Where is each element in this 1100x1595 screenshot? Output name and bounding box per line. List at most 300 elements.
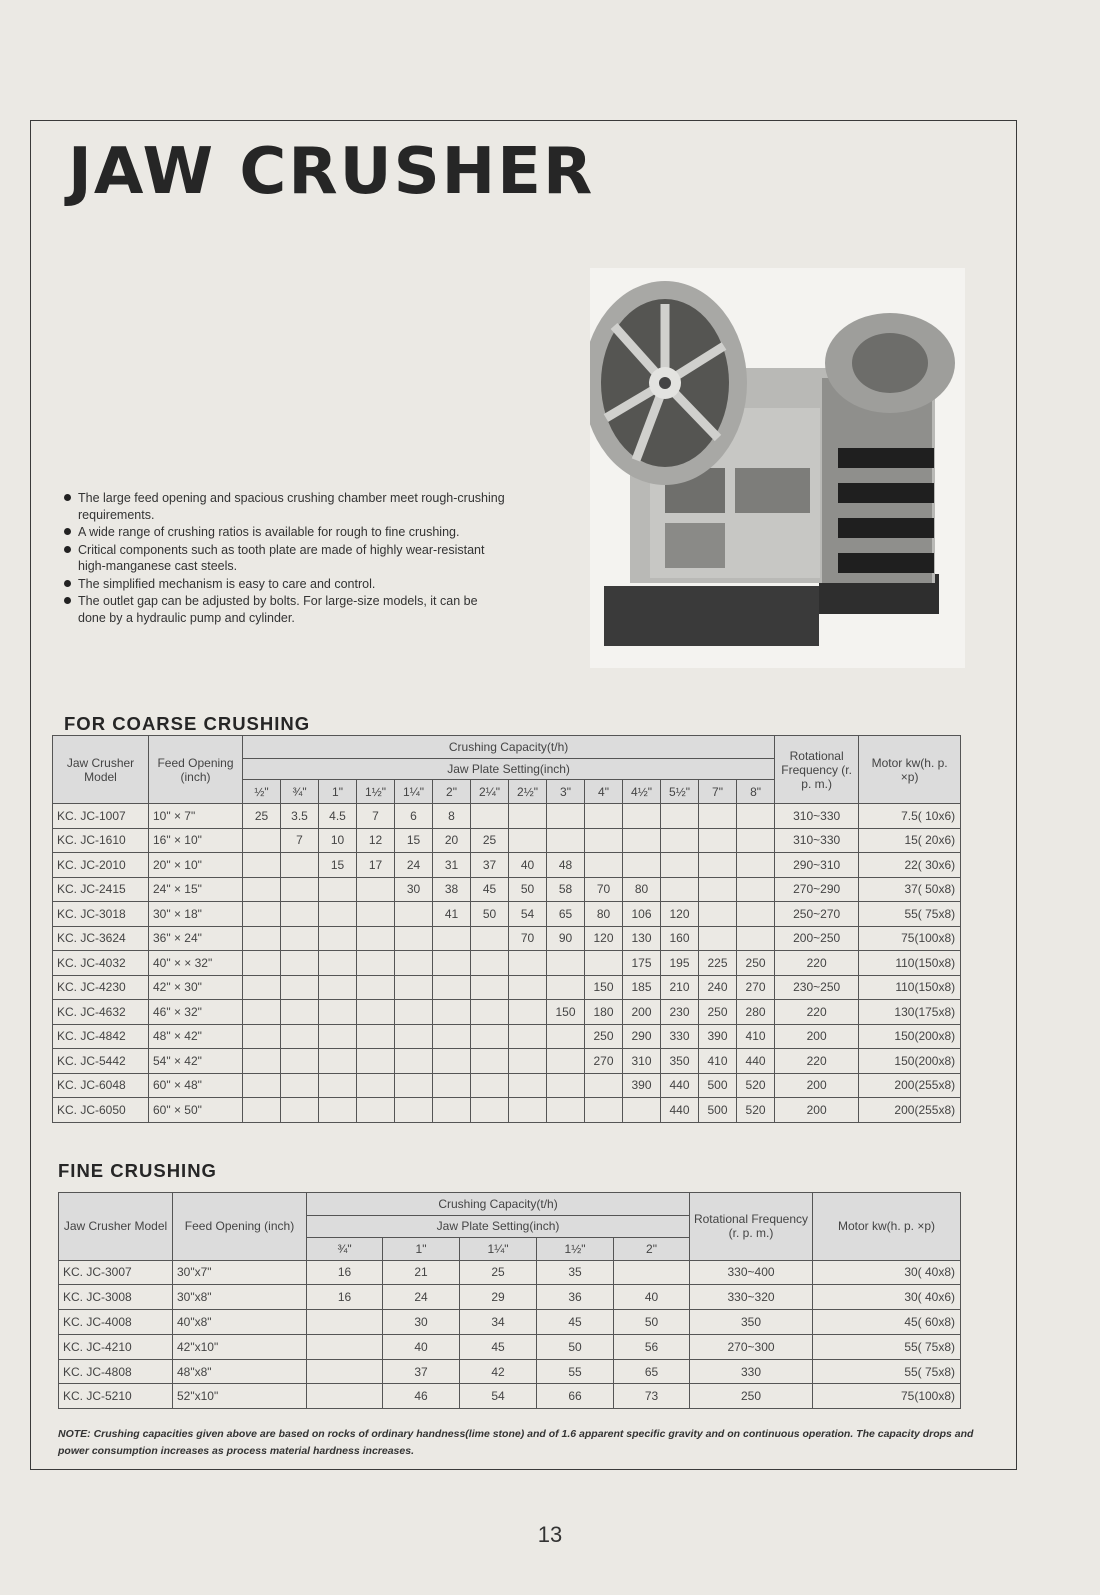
feed-opening-cell: 40"x8" xyxy=(173,1310,307,1335)
capacity-cell: 45 xyxy=(537,1310,614,1335)
bullet-icon xyxy=(64,546,71,553)
capacity-cell: 200 xyxy=(623,1000,661,1025)
capacity-cell xyxy=(357,902,395,927)
frequency-cell: 200 xyxy=(775,1073,859,1098)
setting-column-header: 1¼" xyxy=(395,780,433,804)
table-row xyxy=(53,1024,961,1049)
feed-opening-cell: 30"x7" xyxy=(173,1260,307,1285)
capacity-cell xyxy=(547,975,585,1000)
setting-column-header: 3" xyxy=(547,780,585,804)
model-cell: KC. JC-4842 xyxy=(53,1024,149,1049)
capacity-cell xyxy=(243,902,281,927)
capacity-cell xyxy=(357,1098,395,1123)
capacity-cell xyxy=(547,951,585,976)
capacity-cell xyxy=(243,951,281,976)
motor-cell: 200(255x8) xyxy=(859,1073,961,1098)
setting-header: Jaw Plate Setting(inch) xyxy=(243,759,775,780)
capacity-cell xyxy=(395,1049,433,1074)
setting-column-header: 1½" xyxy=(357,780,395,804)
capacity-cell: 54 xyxy=(509,902,547,927)
capacity-cell: 185 xyxy=(623,975,661,1000)
capacity-cell xyxy=(243,975,281,1000)
capacity-cell: 8 xyxy=(433,804,471,829)
capacity-cell: 54 xyxy=(460,1384,537,1409)
bullet-icon xyxy=(64,580,71,587)
table-row xyxy=(53,1073,961,1098)
capacity-cell xyxy=(281,1098,319,1123)
model-cell: KC. JC-4808 xyxy=(59,1359,173,1384)
capacity-cell xyxy=(699,877,737,902)
capacity-cell xyxy=(281,902,319,927)
table-row xyxy=(59,1359,961,1384)
capacity-cell xyxy=(281,1024,319,1049)
capacity-cell xyxy=(623,828,661,853)
page-title: JAW CRUSHER xyxy=(68,135,595,209)
feed-opening-cell: 60" × 50" xyxy=(149,1098,243,1123)
capacity-cell xyxy=(243,1000,281,1025)
capacity-cell xyxy=(509,1073,547,1098)
capacity-cell xyxy=(433,1098,471,1123)
feed-opening-header: Feed Opening (inch) xyxy=(173,1193,307,1261)
feed-opening-cell: 40" × × 32" xyxy=(149,951,243,976)
capacity-cell: 230 xyxy=(661,1000,699,1025)
table-row xyxy=(53,1049,961,1074)
capacity-cell xyxy=(281,975,319,1000)
frequency-cell: 220 xyxy=(775,1000,859,1025)
capacity-cell: 36 xyxy=(537,1285,614,1310)
capacity-cell: 7 xyxy=(357,804,395,829)
capacity-cell: 46 xyxy=(383,1384,460,1409)
capacity-cell xyxy=(281,1073,319,1098)
capacity-cell xyxy=(307,1359,383,1384)
jaw-crusher-photo xyxy=(590,268,965,668)
capacity-cell: 250 xyxy=(585,1024,623,1049)
model-cell: KC. JC-4008 xyxy=(59,1310,173,1335)
table-row xyxy=(53,1098,961,1123)
capacity-cell xyxy=(243,1073,281,1098)
motor-cell: 75(100x8) xyxy=(859,926,961,951)
capacity-cell xyxy=(509,975,547,1000)
capacity-cell: 50 xyxy=(509,877,547,902)
capacity-cell xyxy=(357,926,395,951)
feed-opening-cell: 52"x10" xyxy=(173,1384,307,1409)
motor-cell: 150(200x8) xyxy=(859,1049,961,1074)
capacity-cell xyxy=(699,828,737,853)
table-row xyxy=(59,1285,961,1310)
capacity-cell: 90 xyxy=(547,926,585,951)
capacity-cell: 56 xyxy=(614,1334,690,1359)
capacity-cell xyxy=(243,828,281,853)
motor-cell: 200(255x8) xyxy=(859,1098,961,1123)
capacity-cell: 45 xyxy=(471,877,509,902)
capacity-cell: 73 xyxy=(614,1384,690,1409)
capacity-cell xyxy=(509,804,547,829)
capacity-cell xyxy=(661,828,699,853)
frequency-header: Rotational Frequency (r. p. m.) xyxy=(775,736,859,804)
setting-column-header: 5½" xyxy=(661,780,699,804)
capacity-cell: 25 xyxy=(243,804,281,829)
capacity-cell xyxy=(395,975,433,1000)
capacity-cell: 390 xyxy=(623,1073,661,1098)
capacity-cell xyxy=(471,1049,509,1074)
capacity-cell: 500 xyxy=(699,1098,737,1123)
frequency-cell: 250~270 xyxy=(775,902,859,927)
model-cell: KC. JC-1610 xyxy=(53,828,149,853)
capacity-cell xyxy=(357,1049,395,1074)
capacity-cell: 15 xyxy=(395,828,433,853)
motor-cell: 45( 60x8) xyxy=(813,1310,961,1335)
feature-list xyxy=(62,490,507,627)
motor-cell: 150(200x8) xyxy=(859,1024,961,1049)
model-cell: KC. JC-5210 xyxy=(59,1384,173,1409)
table-row xyxy=(53,1000,961,1025)
capacity-cell: 160 xyxy=(661,926,699,951)
capacity-header: Crushing Capacity(t/h) xyxy=(243,736,775,759)
frequency-cell: 250 xyxy=(690,1384,813,1409)
feature-item: The simplified mechanism is easy to care and control. xyxy=(62,576,507,593)
capacity-cell xyxy=(433,975,471,1000)
bullet-icon xyxy=(64,597,71,604)
footnote: NOTE: Crushing capacities given above are based on rocks of ordinary handness(lime stone) and of 1.6 apparent specific gravity and on continuous operation. The capacity drops and power consumption increases as process material hardness increases. xyxy=(58,1428,974,1457)
motor-cell: 110(150x8) xyxy=(859,975,961,1000)
capacity-cell xyxy=(357,1073,395,1098)
model-cell: KC. JC-4032 xyxy=(53,951,149,976)
capacity-cell: 15 xyxy=(319,853,357,878)
motor-cell: 30( 40x6) xyxy=(813,1285,961,1310)
coarse-crushing-heading: FOR COARSE CRUSHING xyxy=(64,713,311,734)
setting-header: Jaw Plate Setting(inch) xyxy=(307,1215,690,1238)
capacity-cell xyxy=(357,951,395,976)
capacity-cell xyxy=(243,926,281,951)
feed-opening-cell: 24" × 15" xyxy=(149,877,243,902)
capacity-cell xyxy=(471,926,509,951)
setting-column-header: 1¼" xyxy=(460,1238,537,1261)
table-row xyxy=(53,853,961,878)
capacity-cell: 80 xyxy=(585,902,623,927)
capacity-cell: 4.5 xyxy=(319,804,357,829)
capacity-cell: 24 xyxy=(395,853,433,878)
capacity-cell: 195 xyxy=(661,951,699,976)
bullet-icon xyxy=(64,528,71,535)
capacity-cell: 175 xyxy=(623,951,661,976)
table-row xyxy=(59,1334,961,1359)
capacity-cell: 25 xyxy=(471,828,509,853)
feed-opening-cell: 48" × 42" xyxy=(149,1024,243,1049)
capacity-cell: 17 xyxy=(357,853,395,878)
table-row xyxy=(53,804,961,829)
capacity-cell: 34 xyxy=(460,1310,537,1335)
capacity-cell: 225 xyxy=(699,951,737,976)
capacity-cell xyxy=(547,1049,585,1074)
capacity-cell xyxy=(623,853,661,878)
capacity-cell: 55 xyxy=(537,1359,614,1384)
capacity-cell: 270 xyxy=(585,1049,623,1074)
capacity-cell: 31 xyxy=(433,853,471,878)
capacity-cell: 35 xyxy=(537,1260,614,1285)
frequency-cell: 200 xyxy=(775,1098,859,1123)
capacity-cell xyxy=(471,951,509,976)
capacity-cell xyxy=(509,951,547,976)
model-cell: KC. JC-3018 xyxy=(53,902,149,927)
motor-cell: 7.5( 10x6) xyxy=(859,804,961,829)
capacity-cell: 440 xyxy=(661,1098,699,1123)
feed-opening-cell: 46" × 32" xyxy=(149,1000,243,1025)
capacity-cell: 37 xyxy=(471,853,509,878)
capacity-cell xyxy=(395,1073,433,1098)
capacity-cell xyxy=(307,1334,383,1359)
motor-cell: 130(175x8) xyxy=(859,1000,961,1025)
feature-item: A wide range of crushing ratios is available for rough to fine crushing. xyxy=(62,524,507,541)
motor-header: Motor kw(h. p. ×p) xyxy=(813,1193,961,1261)
motor-cell: 55( 75x8) xyxy=(813,1334,961,1359)
capacity-cell xyxy=(547,1024,585,1049)
frequency-cell: 330~320 xyxy=(690,1285,813,1310)
capacity-cell: 440 xyxy=(661,1073,699,1098)
capacity-cell xyxy=(737,853,775,878)
capacity-cell: 250 xyxy=(737,951,775,976)
capacity-cell xyxy=(357,877,395,902)
feed-opening-cell: 30" × 18" xyxy=(149,902,243,927)
capacity-cell: 180 xyxy=(585,1000,623,1025)
capacity-cell xyxy=(433,1024,471,1049)
capacity-cell: 25 xyxy=(460,1260,537,1285)
model-cell: KC. JC-1007 xyxy=(53,804,149,829)
capacity-cell: 50 xyxy=(471,902,509,927)
coarse-crushing-table xyxy=(52,735,961,1123)
feature-item: Critical components such as tooth plate are made of highly wear-resistant high-manganese cast steels. xyxy=(62,542,507,575)
table-row xyxy=(53,926,961,951)
capacity-cell xyxy=(319,951,357,976)
capacity-cell: 42 xyxy=(460,1359,537,1384)
capacity-cell: 16 xyxy=(307,1285,383,1310)
model-cell: KC. JC-4210 xyxy=(59,1334,173,1359)
capacity-cell xyxy=(471,975,509,1000)
setting-column-header: 2¼" xyxy=(471,780,509,804)
bullet-icon xyxy=(64,494,71,501)
setting-column-header: ¾" xyxy=(307,1238,383,1261)
capacity-cell xyxy=(585,853,623,878)
setting-column-header: 4½" xyxy=(623,780,661,804)
capacity-cell: 410 xyxy=(699,1049,737,1074)
setting-column-header: 1" xyxy=(319,780,357,804)
capacity-cell xyxy=(281,1049,319,1074)
capacity-cell: 120 xyxy=(585,926,623,951)
capacity-cell xyxy=(319,1000,357,1025)
frequency-cell: 220 xyxy=(775,951,859,976)
feed-opening-cell: 54" × 42" xyxy=(149,1049,243,1074)
motor-cell: 30( 40x8) xyxy=(813,1260,961,1285)
capacity-cell xyxy=(509,1049,547,1074)
capacity-cell xyxy=(471,1000,509,1025)
capacity-cell: 40 xyxy=(383,1334,460,1359)
capacity-cell xyxy=(395,1000,433,1025)
motor-header: Motor kw(h. p. ×p) xyxy=(859,736,961,804)
capacity-cell: 12 xyxy=(357,828,395,853)
feed-opening-cell: 42" × 30" xyxy=(149,975,243,1000)
capacity-cell xyxy=(243,1024,281,1049)
feed-opening-header: Feed Opening (inch) xyxy=(149,736,243,804)
frequency-cell: 330 xyxy=(690,1359,813,1384)
capacity-cell: 70 xyxy=(509,926,547,951)
frequency-cell: 270~300 xyxy=(690,1334,813,1359)
capacity-cell: 41 xyxy=(433,902,471,927)
model-cell: KC. JC-6048 xyxy=(53,1073,149,1098)
capacity-cell xyxy=(509,1024,547,1049)
capacity-cell xyxy=(585,804,623,829)
model-cell: KC. JC-3008 xyxy=(59,1285,173,1310)
frequency-cell: 220 xyxy=(775,1049,859,1074)
capacity-cell xyxy=(357,975,395,1000)
setting-column-header: 7" xyxy=(699,780,737,804)
setting-column-header: 4" xyxy=(585,780,623,804)
capacity-cell: 16 xyxy=(307,1260,383,1285)
capacity-cell xyxy=(585,1098,623,1123)
capacity-cell: 24 xyxy=(383,1285,460,1310)
model-cell: KC. JC-2415 xyxy=(53,877,149,902)
capacity-cell: 37 xyxy=(383,1359,460,1384)
capacity-cell: 20 xyxy=(433,828,471,853)
capacity-cell: 150 xyxy=(547,1000,585,1025)
feed-opening-cell: 60" × 48" xyxy=(149,1073,243,1098)
capacity-cell: 106 xyxy=(623,902,661,927)
motor-cell: 110(150x8) xyxy=(859,951,961,976)
capacity-cell: 66 xyxy=(537,1384,614,1409)
capacity-cell xyxy=(243,1049,281,1074)
feature-item: The outlet gap can be adjusted by bolts. For large-size models, it can be done by a hydraulic pump and cylinder. xyxy=(62,593,507,626)
frequency-header: Rotational Frequency (r. p. m.) xyxy=(690,1193,813,1261)
capacity-cell: 440 xyxy=(737,1049,775,1074)
setting-column-header: 2" xyxy=(433,780,471,804)
capacity-cell xyxy=(699,926,737,951)
frequency-cell: 200~250 xyxy=(775,926,859,951)
motor-cell: 15( 20x6) xyxy=(859,828,961,853)
capacity-cell xyxy=(509,828,547,853)
capacity-cell xyxy=(471,1098,509,1123)
model-cell: KC. JC-2010 xyxy=(53,853,149,878)
capacity-cell xyxy=(471,1024,509,1049)
setting-column-header: ½" xyxy=(243,780,281,804)
capacity-cell xyxy=(585,1073,623,1098)
capacity-cell: 250 xyxy=(699,1000,737,1025)
capacity-cell xyxy=(547,1073,585,1098)
capacity-cell xyxy=(623,804,661,829)
capacity-cell xyxy=(661,804,699,829)
capacity-cell: 7 xyxy=(281,828,319,853)
motor-cell: 22( 30x6) xyxy=(859,853,961,878)
capacity-cell: 520 xyxy=(737,1073,775,1098)
capacity-cell: 65 xyxy=(547,902,585,927)
model-header: Jaw Crusher Model xyxy=(59,1193,173,1261)
feature-item: The large feed opening and spacious crushing chamber meet rough-crushing requirements. xyxy=(62,490,507,523)
frequency-cell: 310~330 xyxy=(775,828,859,853)
setting-column-header: ¾" xyxy=(281,780,319,804)
capacity-cell xyxy=(319,1098,357,1123)
capacity-cell xyxy=(281,877,319,902)
capacity-cell xyxy=(307,1384,383,1409)
motor-cell: 37( 50x8) xyxy=(859,877,961,902)
capacity-cell: 350 xyxy=(661,1049,699,1074)
capacity-cell xyxy=(357,1024,395,1049)
capacity-cell: 500 xyxy=(699,1073,737,1098)
capacity-cell xyxy=(319,975,357,1000)
model-cell: KC. JC-3007 xyxy=(59,1260,173,1285)
page-number: 13 xyxy=(537,1522,563,1547)
model-header: Jaw Crusher Model xyxy=(53,736,149,804)
capacity-cell xyxy=(661,853,699,878)
capacity-header: Crushing Capacity(t/h) xyxy=(307,1193,690,1216)
capacity-cell xyxy=(614,1260,690,1285)
motor-cell: 55( 75x8) xyxy=(813,1359,961,1384)
table-row xyxy=(53,902,961,927)
capacity-cell xyxy=(433,926,471,951)
capacity-cell xyxy=(433,1049,471,1074)
table-row xyxy=(59,1384,961,1409)
setting-column-header: 8" xyxy=(737,780,775,804)
capacity-cell xyxy=(547,828,585,853)
capacity-cell: 50 xyxy=(614,1310,690,1335)
feed-opening-cell: 48"x8" xyxy=(173,1359,307,1384)
frequency-cell: 330~400 xyxy=(690,1260,813,1285)
capacity-cell: 21 xyxy=(383,1260,460,1285)
table-row xyxy=(53,975,961,1000)
capacity-cell xyxy=(319,877,357,902)
capacity-cell xyxy=(471,804,509,829)
capacity-cell xyxy=(509,1000,547,1025)
setting-column-header: 1½" xyxy=(537,1238,614,1261)
capacity-cell xyxy=(319,902,357,927)
frequency-cell: 200 xyxy=(775,1024,859,1049)
capacity-cell xyxy=(585,951,623,976)
model-cell: KC. JC-4632 xyxy=(53,1000,149,1025)
table-row xyxy=(59,1310,961,1335)
feed-opening-cell: 36" × 24" xyxy=(149,926,243,951)
capacity-cell xyxy=(509,1098,547,1123)
capacity-cell: 120 xyxy=(661,902,699,927)
capacity-cell: 150 xyxy=(585,975,623,1000)
frequency-cell: 230~250 xyxy=(775,975,859,1000)
capacity-cell: 410 xyxy=(737,1024,775,1049)
capacity-cell: 240 xyxy=(699,975,737,1000)
capacity-cell: 290 xyxy=(623,1024,661,1049)
setting-column-header: 2" xyxy=(614,1238,690,1261)
fine-crushing-heading: FINE CRUSHING xyxy=(58,1160,217,1181)
capacity-cell xyxy=(699,902,737,927)
feed-opening-cell: 42"x10" xyxy=(173,1334,307,1359)
capacity-cell xyxy=(281,853,319,878)
capacity-cell xyxy=(737,804,775,829)
setting-column-header: 1" xyxy=(383,1238,460,1261)
table-row xyxy=(53,951,961,976)
capacity-cell: 390 xyxy=(699,1024,737,1049)
capacity-cell xyxy=(547,804,585,829)
capacity-cell: 40 xyxy=(509,853,547,878)
capacity-cell xyxy=(319,1049,357,1074)
capacity-cell: 38 xyxy=(433,877,471,902)
capacity-cell xyxy=(737,902,775,927)
capacity-cell xyxy=(357,1000,395,1025)
capacity-cell xyxy=(699,804,737,829)
table-row xyxy=(53,877,961,902)
capacity-cell: 65 xyxy=(614,1359,690,1384)
feed-opening-cell: 30"x8" xyxy=(173,1285,307,1310)
capacity-cell xyxy=(395,951,433,976)
capacity-cell xyxy=(471,1073,509,1098)
capacity-cell xyxy=(243,877,281,902)
capacity-cell: 58 xyxy=(547,877,585,902)
capacity-cell xyxy=(395,926,433,951)
table-row xyxy=(53,828,961,853)
capacity-cell: 48 xyxy=(547,853,585,878)
